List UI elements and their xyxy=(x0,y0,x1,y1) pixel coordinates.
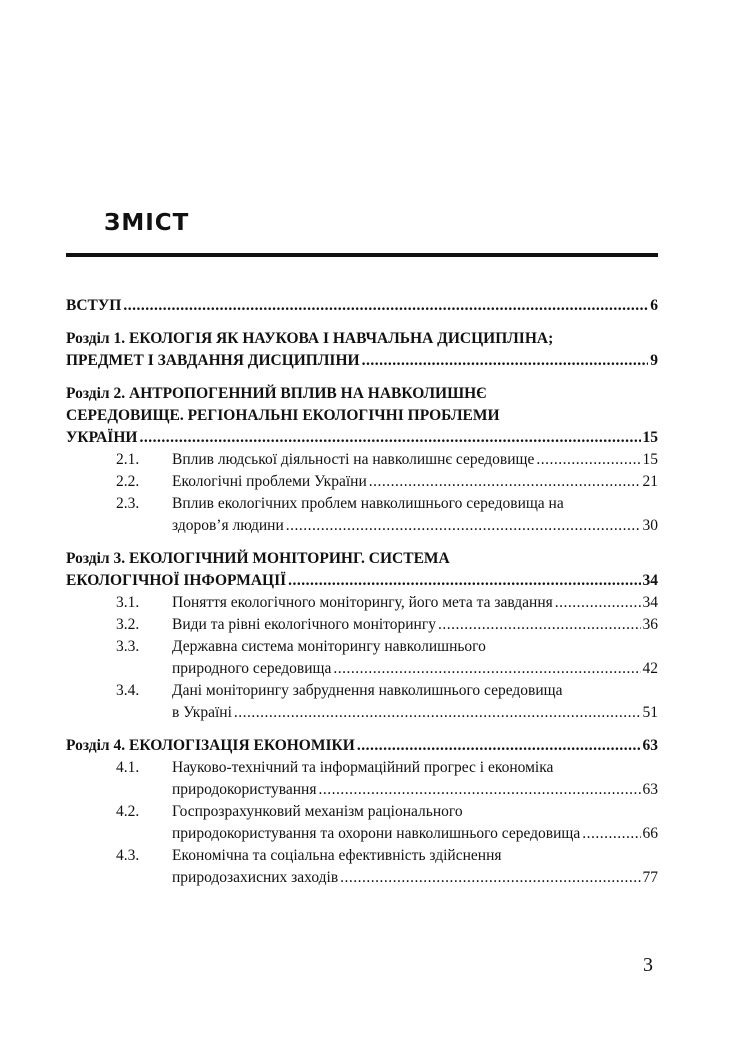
subsection-title-line: Вплив людської діяльності на навколишнє середовище xyxy=(172,451,535,468)
subsection-title-line: Державна система моніторингу навколишнього xyxy=(172,638,486,655)
toc-page-number: 63 xyxy=(642,737,658,754)
toc-subsection[interactable] xyxy=(66,493,658,537)
subsection-number: 3.3. xyxy=(116,638,140,655)
toc-subsection[interactable] xyxy=(66,757,658,801)
toc-subsection[interactable] xyxy=(66,801,658,845)
toc-section-2[interactable] xyxy=(66,383,658,537)
toc-subsection[interactable] xyxy=(66,614,658,636)
section-title-line: Розділ 3. ЕКОЛОГІЧНИЙ МОНІТОРИНГ. СИСТЕМА xyxy=(66,550,450,567)
toc-page-number: 21 xyxy=(642,473,658,490)
subsection-number: 2.2. xyxy=(116,473,140,490)
toc-page-number: 30 xyxy=(642,517,658,534)
subsection-title-line: природокористування та охорони навколишнього середовища xyxy=(172,825,581,842)
dot-leader xyxy=(333,658,640,680)
toc-subsection[interactable] xyxy=(66,471,658,493)
toc-section-1[interactable] xyxy=(66,328,658,372)
dot-leader xyxy=(582,823,640,845)
toc-subsection[interactable] xyxy=(66,449,658,471)
page-number: 3 xyxy=(643,954,653,976)
toc-page-number: 34 xyxy=(642,594,658,611)
toc-page-number: 34 xyxy=(642,572,658,589)
dot-leader xyxy=(369,471,641,493)
toc-page-number: 6 xyxy=(650,297,658,314)
subsection-title-line: природокористування xyxy=(172,781,317,798)
section-title-line: Розділ 2. АНТРОПОГЕННИЙ ВПЛИВ НА НАВКОЛИШНЄ xyxy=(66,385,487,402)
subsection-number: 2.1. xyxy=(116,451,140,468)
subsection-title-line: Види та рівні екологічного моніторингу xyxy=(172,616,436,633)
table-of-contents xyxy=(66,295,658,900)
section-title-line: Розділ 1. ЕКОЛОГІЯ ЯК НАУКОВА І НАВЧАЛЬНА ДИСЦИПЛІНА; xyxy=(66,330,554,347)
subsection-number: 4.2. xyxy=(116,803,140,820)
toc-section-4[interactable] xyxy=(66,735,658,889)
toc-subsection[interactable] xyxy=(66,845,658,889)
dot-leader xyxy=(438,614,641,636)
toc-page-number: 63 xyxy=(642,781,658,798)
toc-page-number: 15 xyxy=(642,429,658,446)
subsection-title-line: Науково-технічний та інформаційний прогрес і економіка xyxy=(172,759,554,776)
subsection-title-line: Екологічні проблеми України xyxy=(172,473,367,490)
subsection-number: 2.3. xyxy=(116,495,140,512)
dot-leader xyxy=(318,779,640,801)
toc-subsection[interactable] xyxy=(66,592,658,614)
page-title: ЗМІСТ xyxy=(104,210,190,236)
dot-leader xyxy=(139,427,640,449)
dot-leader xyxy=(234,702,641,724)
section-title-line: ПРЕДМЕТ І ЗАВДАННЯ ДИСЦИПЛІНИ xyxy=(66,352,360,369)
dot-leader xyxy=(123,295,648,317)
subsection-title-line: природного середовища xyxy=(172,660,332,677)
toc-page-number: 66 xyxy=(642,825,658,842)
subsection-title-line: здоров’я людини xyxy=(172,517,284,534)
toc-page-number: 15 xyxy=(642,451,658,468)
subsection-title-line: Вплив екологічних проблем навколишнього середовища на xyxy=(172,495,564,512)
toc-page-number: 36 xyxy=(642,616,658,633)
section-title-line: УКРАЇНИ xyxy=(66,429,138,446)
subsection-title-line: Дані моніторингу забруднення навколишнього середовища xyxy=(172,682,563,699)
subsection-number: 4.1. xyxy=(116,759,140,776)
dot-leader xyxy=(357,735,641,757)
toc-section-3[interactable] xyxy=(66,548,658,724)
subsection-number: 4.3. xyxy=(116,847,140,864)
dot-leader xyxy=(362,350,649,372)
dot-leader xyxy=(536,449,640,471)
subsection-number: 3.4. xyxy=(116,682,140,699)
subsection-number: 3.1. xyxy=(116,594,140,611)
toc-entry-label: ВСТУП xyxy=(66,297,122,314)
subsection-title-line: Госпрозрахунковий механізм раціонального xyxy=(172,803,463,820)
dot-leader xyxy=(340,867,640,889)
toc-subsection[interactable] xyxy=(66,636,658,680)
toc-page-number: 9 xyxy=(650,352,658,369)
subsection-number: 3.2. xyxy=(116,616,140,633)
subsection-title-line: в Україні xyxy=(172,704,232,721)
toc-page-number: 77 xyxy=(642,869,658,886)
toc-subsection[interactable] xyxy=(66,680,658,724)
section-title-line: СЕРЕДОВИЩЕ. РЕГІОНАЛЬНІ ЕКОЛОГІЧНІ ПРОБЛЕМИ xyxy=(66,407,500,424)
subsection-title-line: Поняття екологічного моніторингу, його мета та завдання xyxy=(172,594,553,611)
toc-intro[interactable] xyxy=(66,295,658,317)
dot-leader xyxy=(288,570,640,592)
section-title-line: Розділ 4. ЕКОЛОГІЗАЦІЯ ЕКОНОМІКИ xyxy=(66,737,355,754)
title-rule xyxy=(66,253,658,257)
subsection-title-line: природозахисних заходів xyxy=(172,869,339,886)
section-title-line: ЕКОЛОГІЧНОЇ ІНФОРМАЦІЇ xyxy=(66,572,287,589)
dot-leader xyxy=(286,515,641,537)
toc-page-number: 42 xyxy=(642,660,658,677)
toc-page-number: 51 xyxy=(642,704,658,721)
dot-leader xyxy=(555,592,641,614)
subsection-title-line: Економічна та соціальна ефективність здійснення xyxy=(172,847,502,864)
